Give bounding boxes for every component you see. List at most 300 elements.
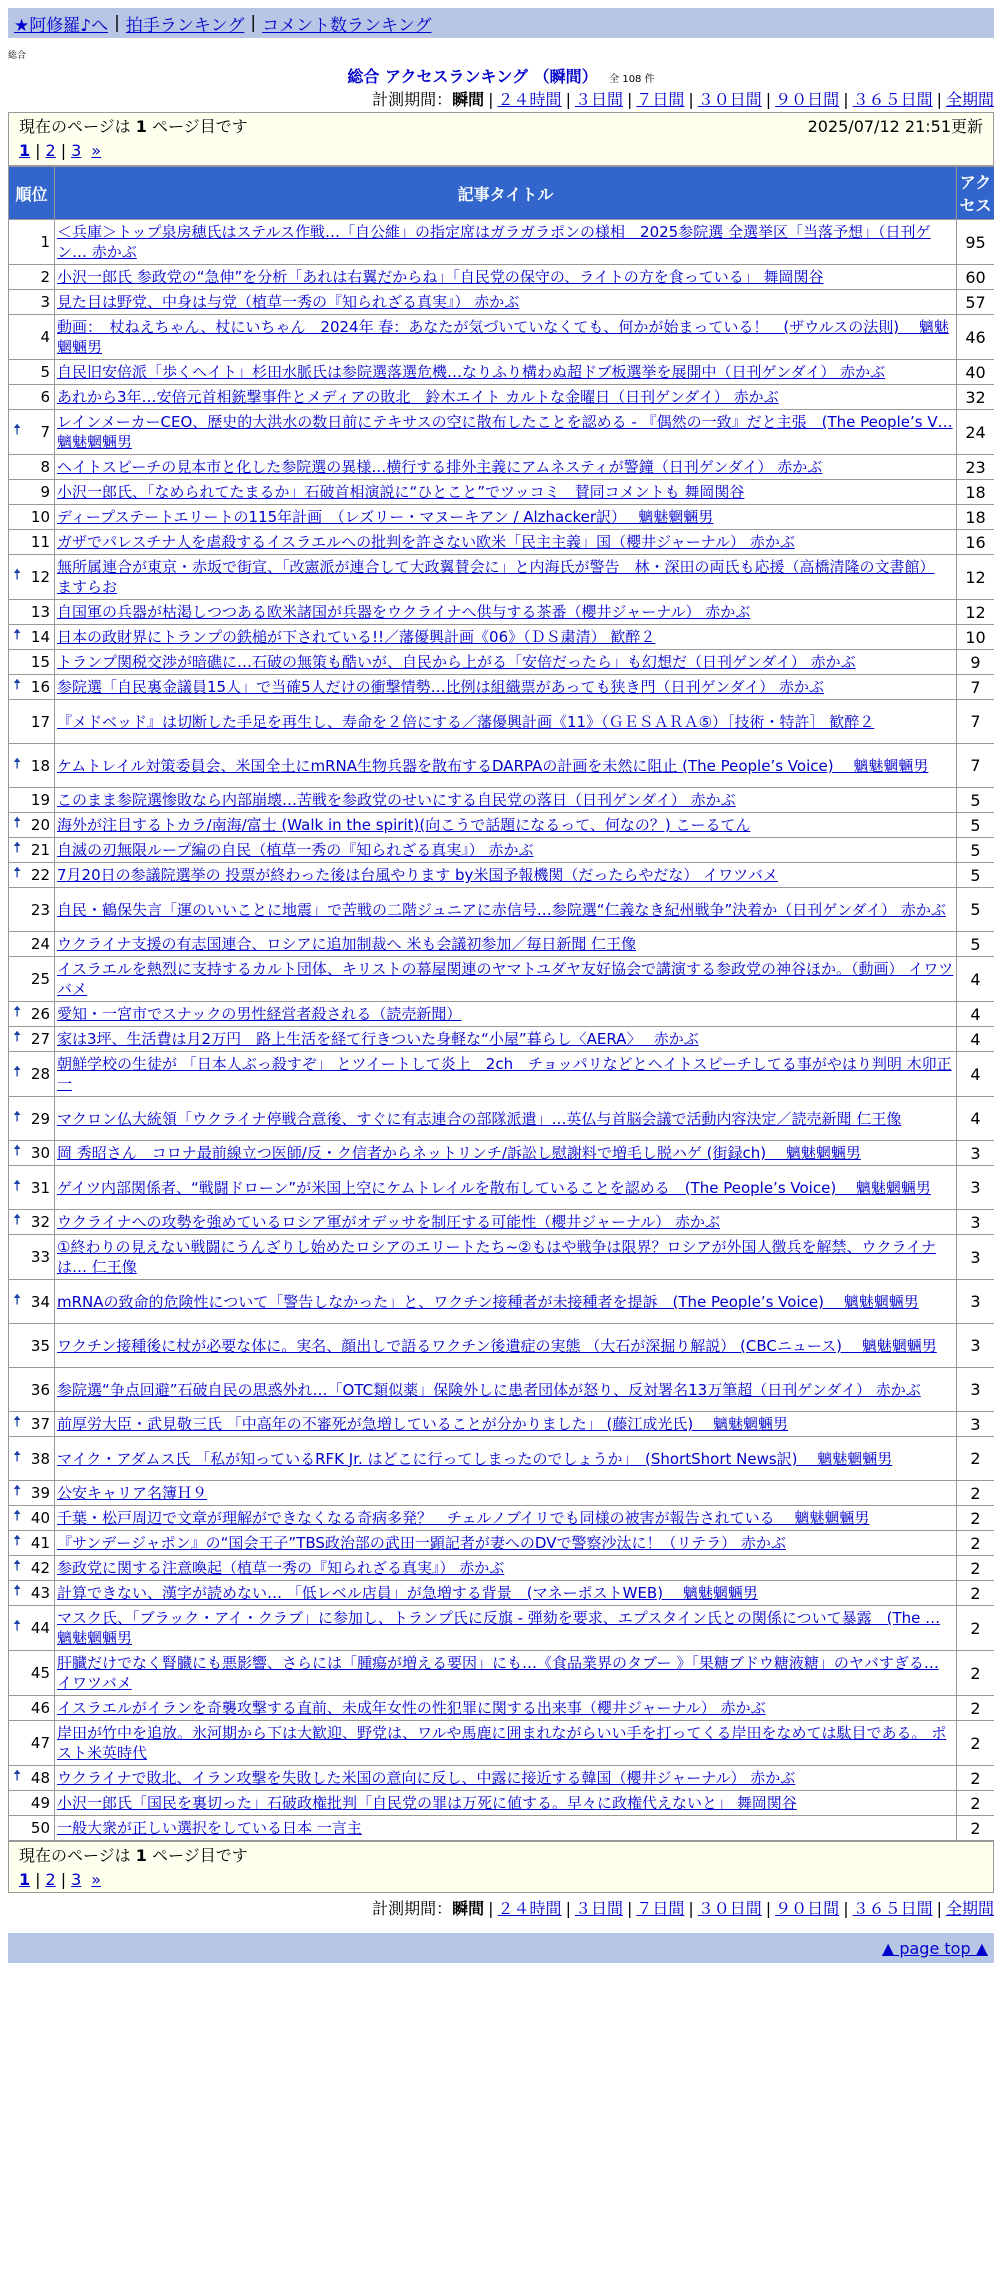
article-link[interactable]: トランプ関税交渉が暗礁に…石破の無策も酷いが、自民から上がる「安倍だったら」も幻想だ（日刊ゲンダイ） 赤かぶ <box>57 653 856 671</box>
up-arrow-icon: 🠅 <box>13 420 21 445</box>
table-row <box>9 1002 994 1027</box>
table-row <box>9 1556 994 1581</box>
access-count: 95 <box>957 220 994 265</box>
up-arrow-icon: 🠅 <box>13 1027 21 1052</box>
up-arrow-icon: 🠅 <box>13 1616 21 1641</box>
table-row <box>9 957 994 1002</box>
pager-links <box>19 1868 983 1892</box>
rank-cell <box>9 1696 55 1721</box>
article-link[interactable]: 参院選“争点回避”石破自民の思惑外れ…「OTC類似薬」保険外しに患者団体が怒り、反対署名13万筆超（日刊ゲンダイ） 赤かぶ <box>57 1381 921 1399</box>
rank-cell <box>9 1556 55 1581</box>
rank-number: 28 <box>31 1065 50 1083</box>
rank-number: 18 <box>31 757 50 775</box>
title-cell <box>55 1235 957 1280</box>
rank-number: 36 <box>31 1381 50 1399</box>
rank-number: 30 <box>31 1144 50 1162</box>
rank-cell <box>9 455 55 480</box>
access-count: 7 <box>957 700 994 744</box>
article-link[interactable]: 一般大衆が正しい選択をしている日本 一言主 <box>57 1819 362 1837</box>
rank-number: 16 <box>31 678 50 696</box>
page-link-1[interactable]: 1 <box>19 141 30 160</box>
title-cell <box>55 410 957 455</box>
period-link[interactable]: ２４時間 <box>498 90 562 109</box>
up-arrow-icon: 🠅 <box>13 1289 21 1314</box>
up-arrow-icon: 🠅 <box>13 1446 21 1471</box>
access-count: 4 <box>957 1002 994 1027</box>
rank-cell <box>9 1235 55 1280</box>
rank-number: 19 <box>31 791 50 809</box>
rank-cell <box>9 863 55 888</box>
access-count: 5 <box>957 932 994 957</box>
title-cell <box>55 1166 957 1210</box>
rank-number: 39 <box>31 1484 50 1502</box>
title-cell <box>55 1141 957 1166</box>
period-link[interactable]: ９０日間 <box>775 90 839 109</box>
period-separator: | <box>566 1899 571 1918</box>
table-row <box>9 220 994 265</box>
nav-separator: | <box>114 13 120 33</box>
rank-cell <box>9 1606 55 1651</box>
rank-cell <box>9 625 55 650</box>
access-count: 3 <box>957 1141 994 1166</box>
table-row <box>9 1721 994 1766</box>
title-cell <box>55 1210 957 1235</box>
article-link[interactable]: 見た目は野党、中身は与党（植草一秀の『知られざる真実』） 赤かぶ <box>57 293 519 311</box>
access-count: 2 <box>957 1696 994 1721</box>
comment-ranking-link[interactable]: コメント数ランキング <box>262 11 432 36</box>
period-separator: | <box>843 1899 848 1918</box>
article-link[interactable]: 計算できない、漢字が読めない… 「低レベル店員」が急増する背景 (マネーポストWEB) 魑魅魍魎男 <box>57 1584 758 1602</box>
rank-number: 41 <box>31 1534 50 1552</box>
title-cell <box>55 385 957 410</box>
category-label: 総合 <box>8 50 994 62</box>
period-separator: | <box>627 1899 632 1918</box>
article-link[interactable]: 自国軍の兵器が枯渇しつつある欧米諸国が兵器をウクライナへ供与する茶番（櫻井ジャーナル） 赤かぶ <box>57 603 750 621</box>
rank-number: 35 <box>31 1337 50 1355</box>
clap-ranking-link[interactable]: 拍手ランキング <box>126 11 245 36</box>
article-link[interactable]: 参院選「自民裏金議員15人」で当確5人だけの衝撃情勢…比例は組織票があっても狭き門（日刊ゲンダイ） 赤かぶ <box>57 678 824 696</box>
pager-current-page: 1 <box>136 1846 147 1865</box>
title-cell <box>55 1791 957 1816</box>
period-link[interactable]: ３日間 <box>575 90 623 109</box>
title-cell <box>55 932 957 957</box>
rank-number: 42 <box>31 1559 50 1577</box>
title-cell <box>55 744 957 788</box>
rank-number: 31 <box>31 1179 50 1197</box>
table-row <box>9 1368 994 1412</box>
table-row <box>9 1280 994 1324</box>
access-count: 18 <box>957 480 994 505</box>
pager-links <box>19 139 983 163</box>
article-link[interactable]: 日本の政財界にトランプの鉄槌が下されている!!／藩優興計画《06》（ＤＳ粛清） 歓醉２ <box>57 628 655 646</box>
article-link[interactable]: 無所属連合が東京・赤坂で街宣、「改憲派が連合して大政翼賛会に」と内海氏が警告 林・深田の両氏も応援（高橋清隆の文書館） ますらお <box>57 558 935 596</box>
pager-current-page: 1 <box>136 117 147 136</box>
article-link[interactable]: 小沢一郎氏 参政党の“急伸”を分析「あれは右翼だからね」「自民党の保守の、ライトの方を食っている」 舞岡関谷 <box>57 268 824 286</box>
access-count: 4 <box>957 957 994 1002</box>
article-link[interactable]: 岸田が竹中を追放。氷河期から下は大歓迎、野党は、ワルや馬鹿に囲まれながらいい手を打ってくる岸田をなめては駄目である。 ポスト米英時代 <box>57 1724 946 1762</box>
rank-cell <box>9 505 55 530</box>
title-cell <box>55 1280 957 1324</box>
article-link[interactable]: 『メドベッド』は切断した手足を再生し、寿命を２倍にする／藩優興計画《11》（ＧＥＳＡＲＡ⑤）［技術・特許］ 歓醉２ <box>57 713 874 731</box>
pager-status-line <box>19 115 983 139</box>
rank-number: 23 <box>31 901 50 919</box>
title-cell <box>55 1556 957 1581</box>
title-cell <box>55 360 957 385</box>
access-count: 16 <box>957 530 994 555</box>
period-link[interactable]: ９０日間 <box>775 1899 839 1918</box>
table-row <box>9 1097 994 1141</box>
period-link[interactable]: ３０日間 <box>698 90 762 109</box>
access-count: 5 <box>957 838 994 863</box>
table-row <box>9 600 994 625</box>
access-count: 10 <box>957 625 994 650</box>
title-cell <box>55 1481 957 1506</box>
period-link[interactable]: ７日間 <box>636 1899 684 1918</box>
pager-separator: | <box>35 141 40 160</box>
access-count: 60 <box>957 265 994 290</box>
rank-cell <box>9 265 55 290</box>
article-link[interactable]: 海外が注目するトカラ/南海/富士 (Walk in the spirit)(向こうで話題になるって、何なの？) こーるてん <box>57 816 750 834</box>
article-link[interactable]: イスラエルを熱烈に支持するカルト団体、キリストの幕屋関連のヤマトユダヤ友好協会で講演する参政党の神谷ほか。（動画） イワツバメ <box>57 960 953 998</box>
article-link[interactable]: mRNAの致命的危険性について「警告しなかった」と、ワクチン接種者が未接種者を提訴 (The People’s Voice) 魑魅魍魎男 <box>57 1293 919 1311</box>
title-cell <box>55 1027 957 1052</box>
access-count: 4 <box>957 1097 994 1141</box>
access-count: 5 <box>957 788 994 813</box>
period-current: 瞬間 <box>452 90 484 109</box>
rank-number: 40 <box>31 1509 50 1527</box>
up-arrow-icon: 🠅 <box>13 1481 21 1506</box>
rank-cell <box>9 1141 55 1166</box>
article-link[interactable]: 家は3坪、生活費は月2万円 路上生活を経て行きついた身軽な“小屋”暮らし〈AERA〉 赤かぶ <box>57 1030 699 1048</box>
up-arrow-icon: 🠅 <box>13 813 21 838</box>
title-cell <box>55 1002 957 1027</box>
period-separator: | <box>488 90 493 109</box>
bottom-bar <box>8 1933 994 1963</box>
page-link-3[interactable]: 3 <box>71 1870 81 1889</box>
title-cell <box>55 220 957 265</box>
title-cell <box>55 600 957 625</box>
article-link[interactable]: ヘイトスピーチの見本市と化した参院選の異様…横行する排外主義にアムネスティが警鐘（日刊ゲンダイ） 赤かぶ <box>57 458 822 476</box>
access-count: 2 <box>957 1791 994 1816</box>
period-link[interactable]: 全期間 <box>946 90 994 109</box>
up-arrow-icon: 🠅 <box>13 1412 21 1437</box>
table-row <box>9 1816 994 1841</box>
up-arrow-icon: 🠅 <box>13 1531 21 1556</box>
rank-number: 27 <box>31 1030 50 1048</box>
title-cell <box>55 888 957 932</box>
rank-cell <box>9 1166 55 1210</box>
access-count: 5 <box>957 863 994 888</box>
rank-cell <box>9 1097 55 1141</box>
article-link[interactable]: 前厚労大臣・武見敬三氏 「中高年の不審死が急増していることが分かりました」 (藤江成光氏) 魑魅魍魎男 <box>57 1415 788 1433</box>
table-row <box>9 700 994 744</box>
page-top-link[interactable]: ▲ page top ▲ <box>882 1939 988 1958</box>
title-cell <box>55 675 957 700</box>
access-count: 12 <box>957 555 994 600</box>
table-row <box>9 360 994 385</box>
rank-number: 7 <box>40 423 50 441</box>
article-link[interactable]: ＜兵庫＞トップ泉房穂氏はステルス作戦…「自公維」の指定席はガラガラポンの様相 2025参院選 全選挙区「当落予想」（日刊ゲン… 赤かぶ <box>57 223 931 261</box>
access-count: 2 <box>957 1816 994 1841</box>
rank-cell <box>9 385 55 410</box>
article-link[interactable]: レインメーカーCEO、歴史的大洪水の数日前にテキサスの空に散布したことを認める - 『偶然の一致』だと主張 (The People’s V… 魑魅魍魎男 <box>57 413 953 451</box>
up-arrow-icon: 🠅 <box>13 1556 21 1581</box>
title-cell <box>55 290 957 315</box>
article-link[interactable]: 動画： 杖ねえちゃん、杖にいちゃん 2024年 春：あなたが気づいていなくても、何かが始まっている！ (ザウルスの法則) 魑魅魍魎男 <box>57 318 949 356</box>
table-row <box>9 1412 994 1437</box>
rank-cell <box>9 1506 55 1531</box>
article-link[interactable]: 千葉・松戸周辺で文章が理解ができなくなる奇病多発？ チェルノブイリでも同様の被害が報告されている 魑魅魍魎男 <box>57 1509 869 1527</box>
article-link[interactable]: 自民・鶴保失言「運のいいことに地震」で苦戦の二階ジュニアに赤信号…参院選“仁義なき紀州戦争”決着か（日刊ゲンダイ） 赤かぶ <box>57 901 946 919</box>
table-row <box>9 1606 994 1651</box>
title-cell <box>55 1531 957 1556</box>
table-row <box>9 932 994 957</box>
table-row <box>9 290 994 315</box>
period-link[interactable]: ３６５日間 <box>853 1899 933 1918</box>
up-arrow-icon: 🠅 <box>13 1766 21 1791</box>
top-nav <box>8 8 994 38</box>
access-count: 2 <box>957 1481 994 1506</box>
rank-cell <box>9 957 55 1002</box>
rank-cell <box>9 1816 55 1841</box>
access-count: 12 <box>957 600 994 625</box>
up-arrow-icon: 🠅 <box>13 1002 21 1027</box>
article-link[interactable]: ウクライナで敗北、イラン攻撃を失敗した米国の意向に反し、中露に接近する韓国（櫻井ジャーナル） 赤かぶ <box>57 1769 795 1787</box>
title-cell <box>55 315 957 360</box>
table-row <box>9 555 994 600</box>
access-count: 2 <box>957 1721 994 1766</box>
article-link[interactable]: 小沢一郎氏「国民を裏切った」石破政権批判「自民党の罪は万死に値する。早々に政権代えないと」 舞岡関谷 <box>57 1794 797 1812</box>
rank-cell <box>9 675 55 700</box>
rank-cell <box>9 1766 55 1791</box>
article-link[interactable]: ①終わりの見えない戦闘にうんざりし始めたロシアのエリートたち~②もはや戦争は限界？ロシアが外国人徴兵を解禁、ウクライナは… 仁王像 <box>57 1238 936 1276</box>
rank-cell <box>9 1412 55 1437</box>
pager-separator: | <box>61 141 66 160</box>
article-link[interactable]: マスク氏、「ブラック・アイ・クラブ」に参加し、トランプ氏に反旗 - 弾劾を要求、エプスタイン氏との関係について暴露 (The … 魑魅魍魎男 <box>57 1609 940 1647</box>
up-arrow-icon: 🠅 <box>13 863 21 888</box>
access-count: 3 <box>957 1324 994 1368</box>
page-link-1[interactable]: 1 <box>19 1870 30 1889</box>
access-count: 2 <box>957 1651 994 1696</box>
title-cell <box>55 480 957 505</box>
period-separator: | <box>766 1899 771 1918</box>
table-row <box>9 1166 994 1210</box>
rank-cell <box>9 360 55 385</box>
article-link[interactable]: 自滅の刃無限ループ編の自民（植草一秀の『知られざる真実』） 赤かぶ <box>57 841 534 859</box>
rank-number: 12 <box>31 568 50 586</box>
table-row <box>9 1696 994 1721</box>
up-arrow-icon: 🠅 <box>13 1581 21 1606</box>
rank-number: 47 <box>31 1734 50 1752</box>
access-count: 3 <box>957 1412 994 1437</box>
rank-number: 29 <box>31 1110 50 1128</box>
table-row <box>9 1052 994 1097</box>
up-arrow-icon: 🠅 <box>13 1175 21 1200</box>
article-link[interactable]: ディープステートエリートの115年計画 （レズリー・マヌーキアン / Alzhacker訳） 魑魅魍魎男 <box>57 508 713 526</box>
up-arrow-icon: 🠅 <box>13 753 21 778</box>
table-row <box>9 888 994 932</box>
rank-cell <box>9 315 55 360</box>
article-link[interactable]: ケムトレイル対策委員会、米国全土にmRNA生物兵器を散布するDARPAの計画を未然に阻止 (The People’s Voice) 魑魅魍魎男 <box>57 757 928 775</box>
title-cell <box>55 863 957 888</box>
title-cell <box>55 1581 957 1606</box>
page-link-2[interactable]: 2 <box>46 141 56 160</box>
access-count: 4 <box>957 1027 994 1052</box>
title-cell <box>55 1766 957 1791</box>
period-link[interactable]: ３６５日間 <box>853 90 933 109</box>
access-count: 3 <box>957 1235 994 1280</box>
pager-separator: | <box>35 1870 40 1889</box>
title-cell <box>55 838 957 863</box>
pager-separator: | <box>61 1870 66 1889</box>
title-cell <box>55 957 957 1002</box>
rank-cell <box>9 1481 55 1506</box>
rank-number: 14 <box>31 628 50 646</box>
table-row <box>9 838 994 863</box>
rank-cell <box>9 1581 55 1606</box>
access-count: 18 <box>957 505 994 530</box>
access-count: 5 <box>957 888 994 932</box>
article-link[interactable]: 『サンデージャポン』の“国会王子”TBS政治部の武田一顕記者が妻へのDVで警察沙汰に！（リテラ） 赤かぶ <box>57 1534 786 1552</box>
rank-number: 21 <box>31 841 50 859</box>
rank-number: 6 <box>40 388 50 406</box>
rank-number: 15 <box>31 653 50 671</box>
period-link[interactable]: 全期間 <box>946 1899 994 1918</box>
rank-cell <box>9 700 55 744</box>
period-separator: | <box>488 1899 493 1918</box>
rank-cell <box>9 1651 55 1696</box>
table-row <box>9 650 994 675</box>
period-link[interactable]: ３日間 <box>575 1899 623 1918</box>
rank-number: 50 <box>31 1819 50 1837</box>
up-arrow-icon: 🠅 <box>13 565 21 590</box>
page-link-2[interactable]: 2 <box>46 1870 56 1889</box>
title-cell <box>55 505 957 530</box>
rank-cell <box>9 220 55 265</box>
table-row <box>9 1581 994 1606</box>
access-count: 2 <box>957 1506 994 1531</box>
table-row <box>9 1506 994 1531</box>
pager-top <box>8 112 994 166</box>
article-link[interactable]: イスラエルがイランを奇襲攻撃する直前、未成年女性の性犯罪に関する出来事（櫻井ジャーナル） 赤かぶ <box>57 1699 766 1717</box>
article-link[interactable]: 岡 秀昭さん コロナ最前線立つ医師/反・ク信者からネットリンチ/訴訟し慰謝料で増毛し脱ハゲ (街録ch) 魑魅魍魎男 <box>57 1144 861 1162</box>
rank-number: 32 <box>31 1213 50 1231</box>
title-cell <box>55 1324 957 1368</box>
title-cell <box>55 1606 957 1651</box>
article-link[interactable]: ウクライナ支援の有志国連合、ロシアに追加制裁へ 米も会議初参加／毎日新聞 仁王像 <box>57 935 636 953</box>
title-cell <box>55 555 957 600</box>
title-cell <box>55 788 957 813</box>
rank-cell <box>9 600 55 625</box>
article-link[interactable]: 公安キャリア名簿Ｈ９ <box>57 1484 207 1502</box>
rank-cell <box>9 1721 55 1766</box>
article-link[interactable]: このまま参院選惨敗なら内部崩壊…苦戦を参政党のせいにする自民党の落日（日刊ゲンダイ） 赤かぶ <box>57 791 736 809</box>
rank-cell <box>9 1210 55 1235</box>
article-link[interactable]: ワクチン接種後に杖が必要な体に。実名、顔出しで語るワクチン後遺症の実態 （大石が深掘り解説） (CBCニュース) 魑魅魍魎男 <box>57 1337 937 1355</box>
table-row <box>9 505 994 530</box>
article-link[interactable]: 愛知・一宮市でスナックの男性経営者殺される（読売新聞） <box>57 1005 461 1023</box>
rank-number: 48 <box>31 1769 50 1787</box>
home-link[interactable]: ★阿修羅♪へ <box>14 11 108 36</box>
rank-cell <box>9 290 55 315</box>
access-count: 3 <box>957 1210 994 1235</box>
article-link[interactable]: 小沢一郎氏、「なめられてたまるか」石破首相演説に“ひとこと”でツッコミ 賛同コメントも 舞岡関谷 <box>57 483 744 501</box>
rank-number: 8 <box>40 458 50 476</box>
article-link[interactable]: 自民旧安倍派「歩くヘイト」杉田水脈氏は参院選落選危機…なりふり構わぬ超ドブ板選挙を展開中（日刊ゲンダイ） 赤かぶ <box>57 363 885 381</box>
rank-cell <box>9 838 55 863</box>
rank-number: 3 <box>40 293 50 311</box>
period-separator: | <box>627 90 632 109</box>
article-link[interactable]: あれから3年…安倍元首相銃撃事件とメディアの敗北 鈴木エイト カルトな金曜日（日刊ゲンダイ） 赤かぶ <box>57 388 779 406</box>
rank-number: 45 <box>31 1664 50 1682</box>
rank-cell <box>9 1002 55 1027</box>
up-arrow-icon: 🠅 <box>13 1210 21 1235</box>
rank-number: 11 <box>31 533 50 551</box>
period-separator: | <box>766 90 771 109</box>
up-arrow-icon: 🠅 <box>13 1141 21 1166</box>
period-link[interactable]: ２４時間 <box>498 1899 562 1918</box>
article-link[interactable]: マイク・アダムス氏 「私が知っているRFK Jr. はどこに行ってしまったのでしょうか」 (ShortShort News訳) 魑魅魍魎男 <box>57 1450 892 1468</box>
rank-number: 37 <box>31 1415 50 1433</box>
article-link[interactable]: 肝臓だけでなく腎臓にも悪影響、さらには「腫瘍が増える要因」にも…《食品業界のタブー 》「果糖ブドウ糖液糖」のヤバすぎる… イワツバメ <box>57 1654 939 1692</box>
next-page-link[interactable]: » <box>91 141 101 160</box>
pager-status-line <box>19 1844 983 1868</box>
table-row <box>9 1651 994 1696</box>
table-row <box>9 1141 994 1166</box>
article-link[interactable]: マクロン仏大統領「ウクライナ停戦合意後、すぐに有志連合の部隊派遣」…英仏与首脳会議で活動内容決定／読売新聞 仁王像 <box>57 1110 901 1128</box>
page-link-3[interactable]: 3 <box>71 141 81 160</box>
up-arrow-icon: 🠅 <box>13 1506 21 1531</box>
ranking-table <box>8 166 994 1841</box>
article-link[interactable]: 参政党に関する注意喚起（植草一秀の『知られざる真実』） 赤かぶ <box>57 1559 504 1577</box>
nav-separator: | <box>250 13 256 33</box>
access-count: 2 <box>957 1581 994 1606</box>
article-link[interactable]: 7月20日の参議院選挙の 投票が終わった後は台風やります by米国予報機関（だったらやだな） イワツバメ <box>57 866 778 884</box>
access-count: 2 <box>957 1556 994 1581</box>
table-row <box>9 788 994 813</box>
title-cell <box>55 530 957 555</box>
article-link[interactable]: ガザでパレスチナ人を虐殺するイスラエルへの批判を許さない欧米「民主主義」国（櫻井ジャーナル） 赤かぶ <box>57 533 795 551</box>
table-row <box>9 385 994 410</box>
title-cell <box>55 1052 957 1097</box>
period-label: 計測期間： <box>372 90 452 109</box>
rank-cell <box>9 1531 55 1556</box>
pager-status: 現在のページは 1 ページ目です <box>19 115 248 139</box>
article-link[interactable]: ゲイツ内部関係者、“戦闘ドローン”が米国上空にケムトレイルを散布していることを認める (The People’s Voice) 魑魅魍魎男 <box>57 1179 931 1197</box>
period-link[interactable]: ７日間 <box>636 90 684 109</box>
article-link[interactable]: 朝鮮学校の生徒が 「日本人ぶっ殺すぞ」 とツイートして炎上 2ch チョッパリなどとヘイトスピーチしてる事がやはり判明 木卯正一 <box>57 1055 952 1093</box>
access-count: 3 <box>957 1166 994 1210</box>
title-cell <box>55 1368 957 1412</box>
page-title <box>8 66 994 88</box>
title-cell <box>55 1696 957 1721</box>
access-count: 4 <box>957 1052 994 1097</box>
period-separator: | <box>688 1899 693 1918</box>
rank-number: 22 <box>31 866 50 884</box>
access-count: 57 <box>957 290 994 315</box>
period-link[interactable]: ３０日間 <box>698 1899 762 1918</box>
rank-number: 33 <box>31 1248 50 1266</box>
article-link[interactable]: ウクライナへの攻勢を強めているロシア軍がオデッサを制圧する可能性（櫻井ジャーナル） 赤かぶ <box>57 1213 720 1231</box>
title-cell <box>55 1097 957 1141</box>
next-page-link[interactable]: » <box>91 1870 101 1889</box>
title-cell <box>55 1721 957 1766</box>
rank-cell <box>9 744 55 788</box>
title-cell <box>55 1506 957 1531</box>
title-cell <box>55 265 957 290</box>
access-count: 9 <box>957 650 994 675</box>
pager-status: 現在のページは 1 ページ目です <box>19 1844 248 1868</box>
